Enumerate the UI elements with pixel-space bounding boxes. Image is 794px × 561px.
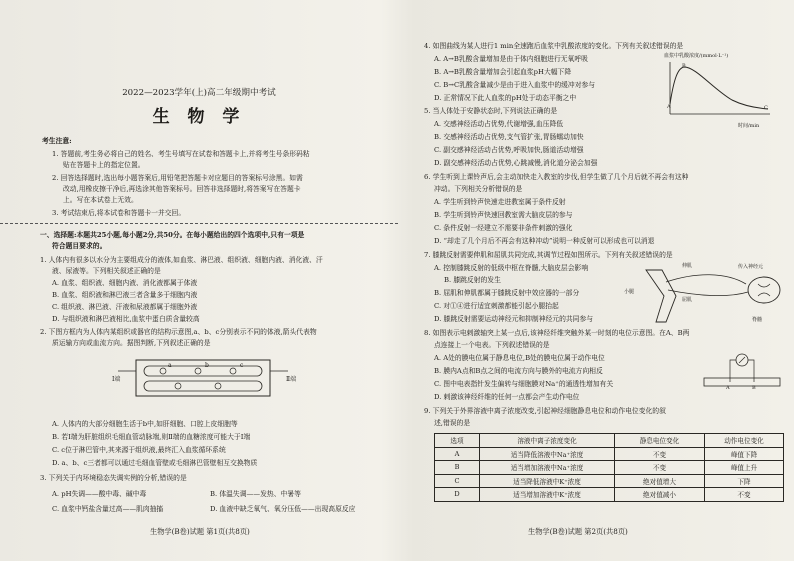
divider [0, 223, 398, 224]
notice-line: 2. 回答选择题时,选出每小题答案后,用铅笔把答题卡对应题目的答案标号涂黑。如需 [52, 174, 303, 182]
tissue-diagram [118, 352, 288, 402]
option: A. 交感神经活动占优势,代谢增强,血压降低 [434, 120, 564, 128]
question-stem: 6. 学生听到上课铃声后,会主动加快走入教室的步伐,但学生做了几个月后就不再会有这种 [424, 173, 689, 181]
table-row [435, 474, 784, 488]
option: D. 膝跳反射需要运动神经元和抑制神经元的共同参与 [434, 315, 594, 323]
fluid-label-c: c [240, 362, 244, 369]
page-2 [400, 0, 794, 561]
end-label-ii: Ⅱ端 [286, 376, 297, 383]
question-stem: 2. 下图方框内为人体内某组织或器官的结构示意图,a、b、c分别表示不同的体液,箭头代表物 [40, 328, 317, 336]
table-header: 静息电位变化 [615, 434, 705, 448]
exam-header: 2022—2023学年(上)高二年级期中考试 [122, 88, 276, 98]
fluid-label-b: b [205, 362, 209, 369]
table-row [435, 461, 784, 475]
fig-label-afferent: 传入神经元 [738, 264, 764, 270]
question-stem: 质运输方向或血流方向。据图判断,下列叙述正确的是 [52, 339, 211, 347]
option: B. 学生听到铃声快速回教室需大脑皮层的参与 [434, 211, 573, 219]
option: A. 人体内的大部分细胞生活于b中,如肝细胞、口腔上皮细胞等 [52, 420, 238, 428]
option: A. 控制膝跳反射的低级中枢在脊髓,大脑皮层会影响 [434, 264, 589, 272]
question-stem: 液、尿液等。下列相关叙述正确的是 [52, 267, 161, 275]
fig-label-shank: 小腿 [624, 289, 635, 295]
option: A. A→B乳酸含量增加是由于体内细胞进行无氧呼吸 [434, 55, 588, 63]
question-stem: 8. 如图表示电刺激轴突上某一点后,该神经纤维突触外某一时刻的电位示意图。在A、B两 [424, 329, 690, 337]
table-cell: D [435, 488, 480, 502]
option: C. 条件反射一经建立不需要非条件刺激的强化 [434, 224, 573, 232]
table-cell: 适当降低溶液中K⁺浓度 [480, 474, 615, 488]
option: C. 副交感神经活动占优势,呼吸加快,肠道活动增强 [434, 146, 584, 154]
page-footer: 生物学(B卷)试题 第2页(共8页) [528, 527, 628, 536]
subject-title: 生 物 学 [152, 107, 246, 127]
option: D. 血液中缺乏氧气、氧分压低——出现高原反应 [210, 505, 356, 513]
option: A. pH失调——酸中毒、碱中毒 [52, 490, 147, 498]
table-cell: 适当增加溶液中Na⁺浓度 [480, 461, 615, 475]
option: B. 血浆、组织液和淋巴液三者含量多于细胞内液 [52, 291, 198, 299]
table-cell: 适当降低溶液中Na⁺浓度 [480, 447, 615, 461]
table-cell: 绝对值减小 [615, 488, 705, 502]
option: A. A处的膜电位属于静息电位,B处的膜电位属于动作电位 [434, 354, 605, 362]
table-cell: 适当增加溶液中K⁺浓度 [480, 488, 615, 502]
point-a-label: A [726, 385, 730, 391]
question-stem: 9. 下列关于外界溶液中离子浓度改变,引起神经细胞静息电位和动作电位变化的叙 [424, 407, 666, 415]
point-label-c: C [764, 105, 768, 111]
point-label-a: A [667, 104, 671, 110]
option: C. 图中电表指针发生偏转与细胞膜对Na⁺的通透性增加有关 [434, 380, 614, 388]
point-b-label: B [752, 385, 756, 391]
nerve-fiber-diagram [700, 352, 784, 392]
table-cell: 绝对值增大 [615, 474, 705, 488]
table-header: 溶液中离子浓度变化 [480, 434, 615, 448]
option: C. 对①④进行适宜刺激都能引起小腿抬起 [434, 302, 559, 310]
page-footer: 生物学(B卷)试题 第1页(共8页) [150, 527, 250, 536]
chart-y-label: 血浆中乳酸浓度/(mmol·L⁻¹) [664, 53, 729, 59]
table-row [435, 488, 784, 502]
table-header: 动作电位变化 [705, 434, 784, 448]
question-stem: 3. 下列关于内环境稳态失调实例的分析,错误的是 [40, 474, 187, 482]
chart-x-label: 时间/min [738, 123, 760, 129]
option: C. 组织液、淋巴液、汗液和尿液都属于细胞外液 [52, 303, 198, 311]
option: D. a、b、c三者都可以通过毛细血管壁或毛细淋巴管壁相互交换物质 [52, 459, 258, 467]
option: D. 与组织液和淋巴液相比,血浆中蛋白质含量较高 [52, 315, 200, 323]
question-stem: 冲动。下列相关分析错误的是 [434, 185, 523, 193]
question-stem: 4. 如图曲线为某人进行1 min全速跑后血浆中乳酸浓度的变化。下列有关叙述错误的是 [424, 42, 684, 50]
point-label-b: B [682, 63, 686, 69]
question-stem: 述,错误的是 [434, 419, 471, 427]
table-cell: B [435, 461, 480, 475]
option: A. 学生听到铃声快速走进教室属于条件反射 [434, 198, 566, 206]
notice-line: 上。写在本试卷上无效。 [63, 196, 138, 204]
option: D. 正常情况下此人血浆的pH处于动态平衡之中 [434, 94, 577, 102]
section-heading: 一、选择题:本题共25小题,每小题2分,共50分。在每小题给出的四个选项中,只有一项是 [40, 231, 305, 239]
notice-title: 考生注意: [42, 137, 72, 145]
table-cell: C [435, 474, 480, 488]
option: B. 若Ⅰ端为肝脏组织毛细血管动脉端,则Ⅱ端的血糖浓度可能大于Ⅰ端 [52, 433, 251, 441]
table-row [435, 447, 784, 461]
table-cell: 峰值上升 [705, 461, 784, 475]
table-header: 选项 [435, 434, 480, 448]
table-cell: 峰值下降 [705, 447, 784, 461]
end-label-i: Ⅰ端 [112, 376, 121, 383]
option: C. B→C乳酸含量减少是由于进入血浆中的缓冲对参与 [434, 81, 596, 89]
option: C. c位于淋巴管中,其来源于组织液,最终汇入血浆循环系统 [52, 446, 226, 454]
ion-table [434, 433, 784, 502]
table-header-row [435, 434, 784, 448]
section-heading: 符合题目要求的。 [52, 242, 107, 250]
option: D. 刺激该神经纤维的任何一点都会产生动作电位 [434, 393, 580, 401]
table-cell: 不变 [705, 488, 784, 502]
fig-label-spinal: 脊髓 [752, 317, 763, 323]
fig-label-extensor: 伸肌 [682, 263, 693, 269]
option: B. A→B乳酸含量增加会引起血浆pH大幅下降 [434, 68, 572, 76]
notice-line: 贴在答题卡上的指定位置。 [63, 161, 145, 169]
notice-line: 1. 答题前,考生务必将自己的姓名、考生号填写在试卷和答题卡上,并将考生号条形码粘 [52, 150, 310, 158]
question-stem: 5. 当人体处于安静状态时,下列说法正确的是 [424, 107, 558, 115]
lactate-curve-chart [662, 58, 774, 124]
option: A. 血浆、组织液、细胞内液、消化液都属于体液 [52, 279, 198, 287]
knee-jerk-diagram [636, 262, 786, 328]
notice-line: 3. 考试结束后,将本试卷和答题卡一并交回。 [52, 209, 186, 217]
question-stem: 1. 人体内有很多以水分为主要组成分的液体,如血浆、淋巴液、组织液、细胞内液、消化液、汗 [40, 256, 323, 264]
question-stem: 7. 膝跳反射需要伸肌和屈肌共同完成,其调节过程如图所示。下列有关叙述错误的是 [424, 251, 673, 259]
option: D. “却走了几个月后不再会有这种冲动”说明一种反射可以形成也可以消退 [434, 237, 655, 245]
option: D. 副交感神经活动占优势,心跳减慢,消化道分泌会加强 [434, 159, 598, 167]
fluid-label-a: a [168, 362, 172, 369]
table-cell: A [435, 447, 480, 461]
option: B. 体温失调——发热、中暑等 [210, 490, 301, 498]
table-cell: 下降 [705, 474, 784, 488]
question-stem: 点连接上一个电表。下列叙述错误的是 [434, 341, 550, 349]
fig-label-flexor: 屈肌 [682, 297, 693, 303]
notice-line: 改动,用橡皮擦干净后,再选涂其他答案标号。回答非选择题时,将答案写在答题卡 [63, 185, 301, 193]
option: B. 膜内A点和B点之间的电流方向与膜外的电流方向相反 [434, 367, 603, 375]
option: C. 血浆中钙盐含量过高——肌肉抽搐 [52, 505, 164, 513]
option: B. 交感神经活动占优势,支气管扩张,胃肠蠕动加快 [434, 133, 584, 141]
table-cell: 不变 [615, 461, 705, 475]
option-cont: B. 膝跳反射的发生 [444, 276, 501, 284]
table-cell: 不变 [615, 447, 705, 461]
option: B. 屈肌和伸肌都属于膝跳反射中效应器的一部分 [434, 289, 580, 297]
